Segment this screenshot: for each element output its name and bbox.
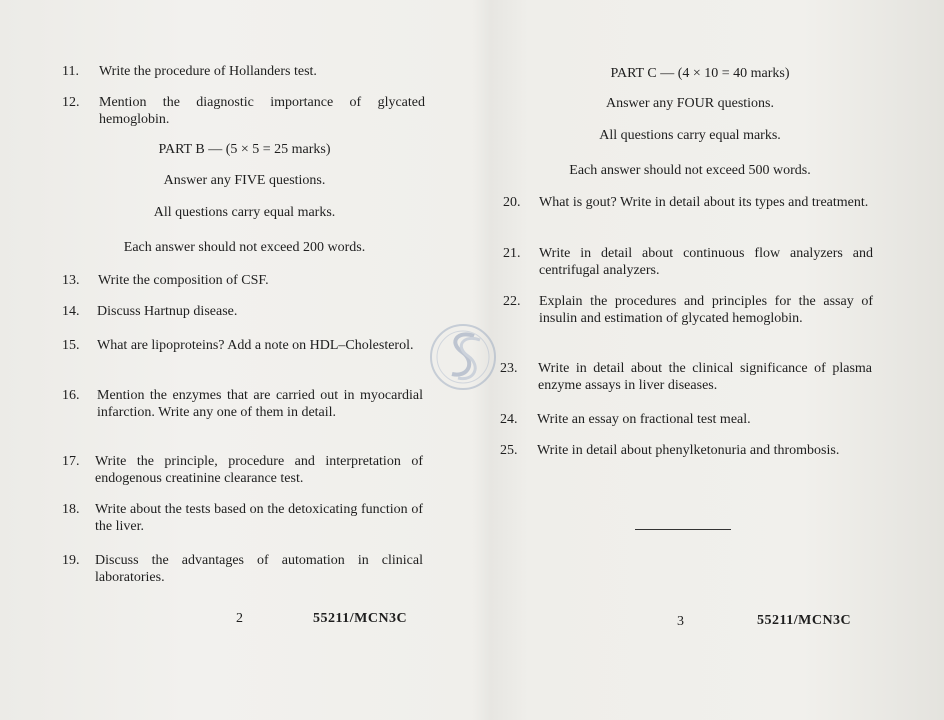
- instruction-answer-five: Answer any FIVE questions.: [163, 173, 326, 188]
- question-number: 12.: [62, 95, 80, 110]
- question-text: Write about the tests based on the detoxicating function of the liver.: [95, 502, 423, 534]
- question-number: 18.: [62, 502, 80, 517]
- instruction-equal-marks: All questions carry equal marks.: [153, 205, 336, 220]
- instruction-word-limit: Each answer should not exceed 500 words.: [569, 163, 811, 178]
- paper-code: 55211/MCN3C: [757, 613, 852, 628]
- instruction-answer-four: Answer any FOUR questions.: [606, 96, 774, 111]
- ss-logo-watermark-icon: [428, 312, 498, 402]
- question-text: Write the composition of CSF.: [98, 273, 269, 288]
- question-text: Write the principle, procedure and interpretation of endogenous creatinine clearance test.: [95, 454, 423, 486]
- question-text: What is gout? Write in detail about its types and treatment.: [539, 195, 869, 210]
- question-text: Write in detail about the clinical significance of plasma enzyme assays in liver diseases.: [538, 361, 872, 393]
- page-number: 3: [677, 614, 684, 629]
- end-rule: [635, 529, 731, 530]
- question-text: What are lipoproteins? Add a note on HDL–Cholesterol.: [97, 338, 414, 353]
- question-number: 11.: [62, 64, 79, 79]
- page-number: 2: [236, 611, 243, 626]
- question-number: 15.: [62, 338, 80, 353]
- question-text: Mention the diagnostic importance of glycated hemoglobin.: [99, 95, 425, 127]
- question-text: Write in detail about continuous flow analyzers and centrifugal analyzers.: [539, 246, 873, 278]
- question-number: 23.: [500, 361, 518, 376]
- question-text: Write in detail about phenylketonuria and thrombosis.: [537, 443, 840, 458]
- question-number: 16.: [62, 388, 80, 403]
- question-number: 17.: [62, 454, 80, 469]
- instruction-equal-marks: All questions carry equal marks.: [599, 128, 781, 143]
- paper-code: 55211/MCN3C: [313, 611, 408, 626]
- question-text: Discuss the advantages of automation in clinical laboratories.: [95, 553, 423, 585]
- question-text: Mention the enzymes that are carried out in myocardial infarction. Write any one of them in detail.: [97, 388, 423, 420]
- question-number: 14.: [62, 304, 80, 319]
- part-c-heading: PART C — (4 × 10 = 40 marks): [610, 66, 790, 81]
- question-number: 25.: [500, 443, 518, 458]
- right-page: [490, 0, 944, 720]
- question-text: Write an essay on fractional test meal.: [537, 412, 751, 427]
- question-number: 20.: [503, 195, 521, 210]
- question-text: Discuss Hartnup disease.: [97, 304, 238, 319]
- question-number: 21.: [503, 246, 521, 261]
- question-number: 13.: [62, 273, 80, 288]
- part-b-heading: PART B — (5 × 5 = 25 marks): [158, 142, 331, 157]
- question-text: Explain the procedures and principles for the assay of insulin and estimation of glycated hemoglobin.: [539, 294, 873, 326]
- question-text: Write the procedure of Hollanders test.: [99, 64, 317, 79]
- question-number: 24.: [500, 412, 518, 427]
- question-number: 22.: [503, 294, 521, 309]
- instruction-word-limit: Each answer should not exceed 200 words.: [123, 240, 366, 255]
- question-number: 19.: [62, 553, 80, 568]
